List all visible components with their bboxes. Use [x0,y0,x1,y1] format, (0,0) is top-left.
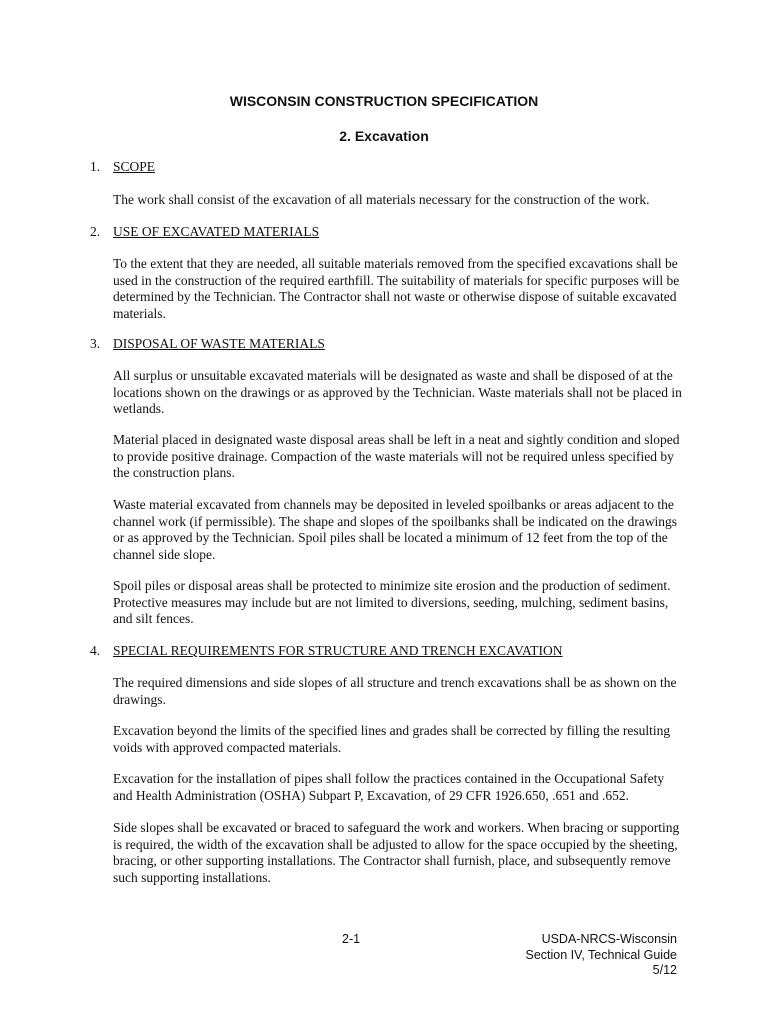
footer-agency: USDA-NRCS-Wisconsin [541,932,677,946]
paragraph: All surplus or unsuitable excavated materials will be designated as waste and shall be disposed of at the locations shown on the drawings or as approved by the Technician. Waste materials shall not be placed in wetlands. [113,368,682,416]
section-heading-scope [90,159,690,176]
section-number: 2. [90,224,101,239]
section-heading-label: USE OF EXCAVATED MATERIALS [113,224,320,239]
paragraph: Side slopes shall be excavated or braced to safeguard the work and workers. When bracing or supporting is required, the width of the excavation shall be adjusted to allow for the space occupied by the sheeting, bracing, or other supporting installations. The Contractor shall furnish, place, and subsequently remove such supporting installations. [113,820,680,885]
paragraph: Waste material excavated from channels may be deposited in leveled spoilbanks or areas adjacent to the channel work (if permissible). The shape and slopes of the spoilbanks shall be indicated on the drawings or as approved by the Technician. Spoil piles shall be located a minimum of 12 feet from the top of the channel side slope. [113,497,677,562]
section-heading-label: DISPOSAL OF WASTE MATERIALS [113,336,325,351]
footer-date: 5/12 [652,963,677,977]
paragraph: To the extent that they are needed, all suitable materials removed from the specified excavations shall be used in the construction of the required earthfill. The suitability of materials for specific purposes will be determined by the Technician. The Contractor shall not waste or otherwise dispose of suitable excavated materials. [113,256,680,321]
section-number: 1. [90,159,101,174]
section-heading-label: SCOPE [113,159,156,174]
paragraph: The required dimensions and side slopes of all structure and trench excavations shall be as shown on the drawings. [113,675,677,707]
section-heading-use-of-excavated-materials [90,224,690,241]
footer-info [526,932,678,979]
paragraph: Spoil piles or disposal areas shall be protected to minimize site erosion and the production of sediment. Protective measures may include but are not limited to diversions, seeding, mulching, sediment basins, and silt fences. [113,578,671,626]
section-heading-special-requirements [90,643,690,660]
section-heading-disposal-of-waste-materials [90,336,690,353]
section-number: 3. [90,336,101,351]
footer-guide: Section IV, Technical Guide [525,947,677,962]
document-subtitle: 2. Excavation [339,128,429,144]
paragraph: Excavation for the installation of pipes shall follow the practices contained in the Occupational Safety and Health Administration (OSHA) Subpart P, Excavation, of 29 CFR 1926.650, .651 and .652. [113,771,665,803]
section-heading-label: SPECIAL REQUIREMENTS FOR STRUCTURE AND TRENCH EXCAVATION [113,643,563,658]
paragraph: The work shall consist of the excavation of all materials necessary for the construction of the work. [113,192,650,207]
paragraph: Material placed in designated waste disposal areas shall be left in a neat and sightly condition and sloped to provide positive drainage. Compaction of the waste materials will not be required unless specified by the construction plans. [113,432,680,480]
paragraph: Excavation beyond the limits of the specified lines and grades shall be corrected by filling the resulting voids with approved compacted materials. [113,723,671,755]
document-title: WISCONSIN CONSTRUCTION SPECIFICATION [229,93,539,109]
page-number: 2-1 [342,932,361,946]
section-number: 4. [90,643,101,658]
